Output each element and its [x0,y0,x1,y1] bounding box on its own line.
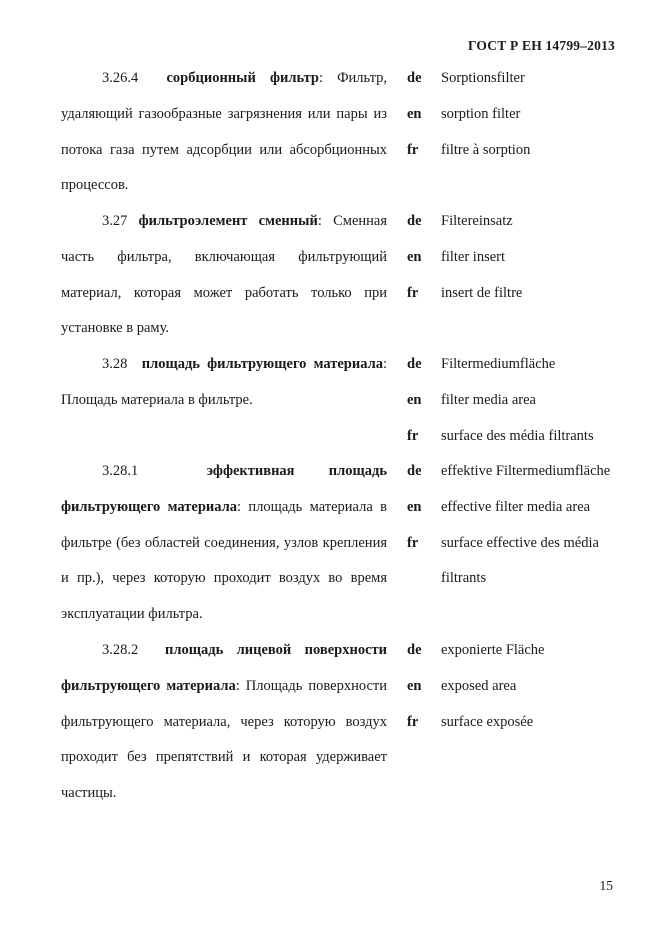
translation-fr [407,133,627,169]
translation-en [407,97,627,133]
entry-number: 3.28.2 [102,642,139,658]
translation-text: Filtereinsatz [441,213,513,229]
translation-text: surface effective des média filtrants [441,534,599,587]
lang-code: de [407,463,422,479]
entry-number: 3.28.1 [102,463,139,479]
lang-code: en [407,248,422,265]
translations [407,61,627,168]
translation-de [407,454,627,490]
translation-text: insert de filtre [441,284,523,301]
translation-text: exposed area [441,677,517,694]
translation-text: filter media area [441,391,536,408]
lang-code: en [407,498,422,515]
lang-code: de [407,213,422,229]
translation-fr [407,276,627,312]
term-name: площадь фильтрующего материала [141,356,383,372]
translation-de [407,61,627,97]
translation-de [407,204,627,240]
translation-text: sorption filter [441,105,521,122]
translations [407,347,627,454]
term-name: сорбционный фильтр [166,70,319,86]
translation-de [407,633,627,669]
translation-en [407,240,627,276]
term-name: площадь лицевой поверхности фильтрующего материала [61,642,387,694]
translation-text: effektive Filtermediumfläche [441,463,611,479]
lang-code: fr [407,141,419,158]
term-name: фильтроэлемент сменный [138,213,318,229]
translation-en [407,669,627,705]
term-definition: : Сменная часть фильтра, включающая фильтрующий материал, которая может работать только при установке в раму. [61,213,387,337]
definition-ru [61,454,387,633]
translation-text: exponierte Fläche [441,642,545,658]
definition-ru [61,61,387,204]
translation-text: Filtermediumfläche [441,356,556,372]
translations [407,633,627,740]
document-header: ГОСТ Р ЕН 14799–2013 [467,38,615,53]
lang-code: fr [407,284,419,301]
translation-en [407,490,627,526]
entry-number: 3.28 [102,356,128,372]
translation-fr [407,705,627,741]
translations [407,454,627,597]
translation-de [407,347,627,383]
translation-text: filter insert [441,248,506,265]
entry-number: 3.27 [102,213,128,229]
lang-code: fr [407,713,419,730]
lang-code: en [407,391,422,408]
definition-ru [61,204,387,347]
translation-fr [407,419,627,455]
translation-text: filtre à sorption [441,141,531,158]
term-definition: : Площадь поверхности фильтрующего материала, через которую воздух проходит без препятствий и которая удерживает частицы. [61,677,388,802]
term-definition: : Площадь материала в фильтре. [61,356,388,408]
lang-code: de [407,70,422,86]
lang-code: en [407,105,422,122]
translation-en [407,383,627,419]
term-definition: : Фильтр, удаляющий газообразные загрязнения или пары из потока газа путем адсорбции или абсорбционных процессов. [61,70,387,194]
lang-code: de [407,642,422,658]
translation-text: effective filter media area [441,498,591,515]
translations [407,204,627,311]
definition-ru [61,347,387,419]
translation-fr [407,526,627,598]
entry-number: 3.26.4 [102,70,139,86]
translation-text: surface des média filtrants [441,427,594,444]
definition-ru [61,633,387,812]
translation-text: surface exposée [441,713,534,730]
lang-code: fr [407,427,419,444]
term-definition: : площадь материала в фильтре (без областей соединения, узлов крепления и пр.), через которую проходит воздух во время эксплуатации фильтра. [61,498,387,623]
lang-code: de [407,356,422,372]
lang-code: fr [407,534,419,551]
page-number: 15 [599,878,613,893]
translation-text: Sorptionsfilter [441,70,525,86]
term-name: эффективная площадь фильтрующего материала [61,463,388,515]
lang-code: en [407,677,422,694]
